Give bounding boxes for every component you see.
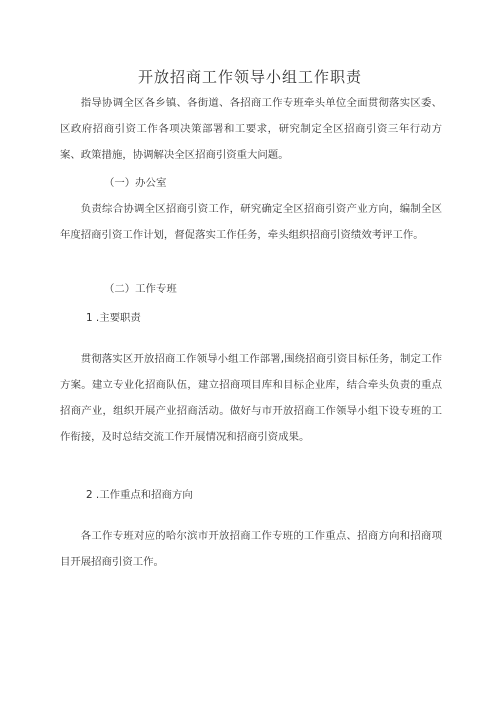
section-task-force-heading: （二）工作专班	[104, 283, 177, 295]
section-office-heading: （一）办公室	[104, 177, 167, 189]
intro-paragraph: 指导协调全区各乡镇、各街道、各招商工作专班牵头单位全面贯彻落实区委、区政府招商引资工作各项决策部署和工要求，研究制定全区招商引资三年行动方案、政策措施，协调解决全区招商引资重大问题。	[60, 97, 442, 161]
subsection-main-duties-heading: 1 .主要职责	[86, 312, 141, 324]
subsection-key-work-body: 各工作专班对应的哈尔滨市开放招商工作专班的工作重点、招商方向和招商项目开展招商引资工作。	[60, 530, 442, 568]
section-office-body: 负责综合协调全区招商引资工作，研究确定全区招商引资产业方向，编制全区年度招商引资工作计划，督促落实工作任务，牵头组织招商引资绩效考评工作。	[60, 203, 442, 241]
subsection-main-duties-body: 贯彻落实区开放招商工作领导小组工作部署,围绕招商引资目标任务，制定工作方案。建立专业化招商队伍，建立招商项目库和目标企业库，结合牵头负责的重点招商产业，组织开展产业招商活动。做好与市开放招商工作领导小组下设专班的工作衔接，及时总结交流工作开展情况和招商引资成果。	[60, 353, 442, 443]
document-title: 开放招商工作领导小组工作职责	[137, 68, 362, 86]
subsection-key-work-heading: 2 .工作重点和招商方向	[86, 489, 193, 501]
